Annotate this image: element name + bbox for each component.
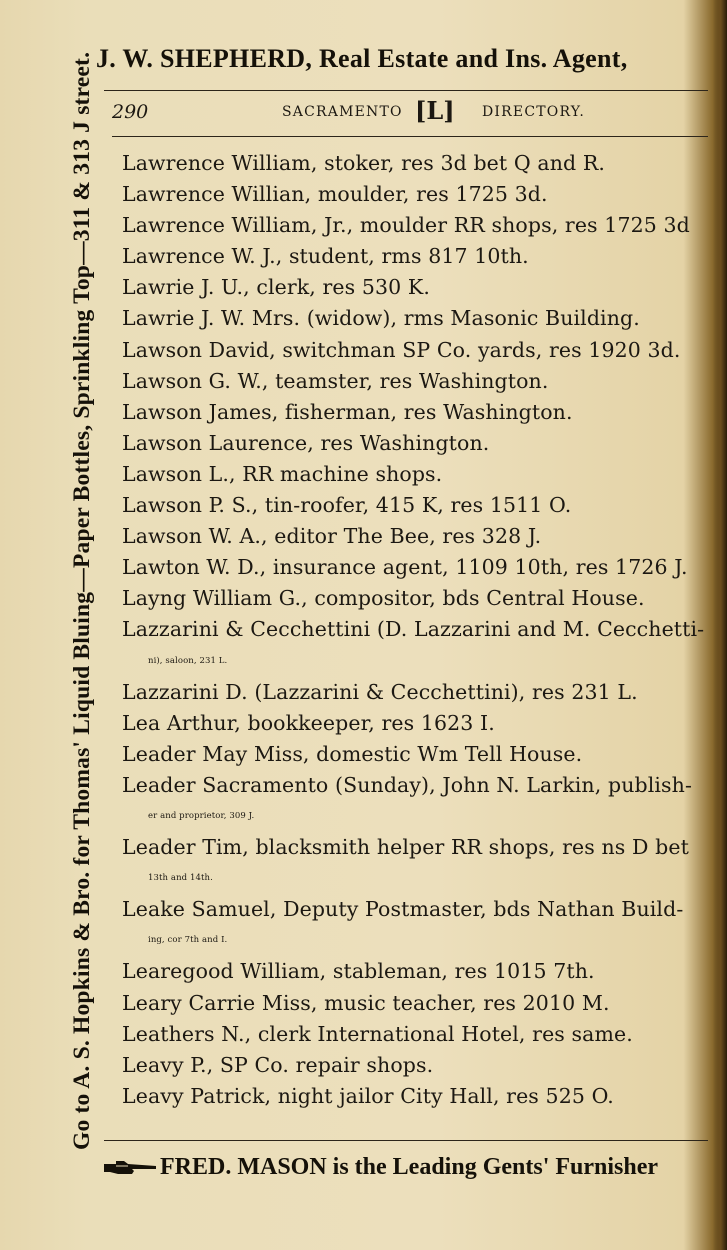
directory-entry: Lazzarini D. (Lazzarini & Cecchettini), res 231 L. — [122, 679, 638, 704]
directory-entry: Layng William G., compositor, bds Central House. — [122, 586, 645, 611]
directory-entry: Lawrie J. W. Mrs. (widow), rms Masonic Building. — [122, 306, 640, 331]
directory-entries — [122, 148, 710, 1112]
directory-entry: Lawson W. A., editor The Bee, res 328 J. — [122, 524, 542, 549]
directory-entry: Leavy P., SP Co. repair shops. — [122, 1052, 434, 1077]
directory-entry-continuation: ing, cor 7th and I. — [148, 935, 228, 946]
directory-entry: Lawson L., RR machine shops. — [122, 461, 443, 486]
bottom-ad-text: FRED. MASON is the Leading Gents' Furnisher — [160, 1154, 659, 1180]
directory-entry: Leader Sacramento (Sunday), John N. Larkin, publish- — [122, 772, 692, 797]
directory-entry: Leavy Patrick, night jailor City Hall, res 525 O. — [122, 1083, 614, 1108]
directory-entry: Lawson David, switchman SP Co. yards, res 1920 3d. — [122, 337, 681, 362]
header-directory: DIRECTORY. — [482, 104, 586, 120]
pointing-hand-icon — [102, 1159, 158, 1177]
directory-entry-continuation: ni), saloon, 231 L. — [148, 655, 228, 666]
directory-entry: Lea Arthur, bookkeeper, res 1623 I. — [122, 710, 495, 735]
running-header — [112, 96, 708, 130]
bottom-advertisement — [102, 1154, 712, 1181]
directory-entry: Leader Tim, blacksmith helper RR shops, res ns D bet — [122, 835, 689, 860]
directory-entry: Leary Carrie Miss, music teacher, res 2010 M. — [122, 990, 610, 1015]
directory-entry: Leathers N., clerk International Hotel, res same. — [122, 1021, 633, 1046]
directory-entry: Leake Samuel, Deputy Postmaster, bds Nathan Build- — [122, 897, 684, 922]
page-number: 290 — [112, 101, 149, 123]
directory-entry: Lawrence Willian, moulder, res 1725 3d. — [122, 182, 548, 207]
directory-entry: Lawrie J. U., clerk, res 530 K. — [122, 275, 430, 300]
directory-entry: Lazzarini & Cecchettini (D. Lazzarini and M. Cecchetti- — [122, 617, 705, 642]
top-rule — [104, 90, 708, 91]
header-rule — [112, 136, 708, 137]
directory-entry: Learegood William, stableman, res 1015 7th. — [122, 959, 595, 984]
directory-entry: Lawrence William, Jr., moulder RR shops, res 1725 3d — [122, 213, 690, 238]
top-advertisement: J. W. SHEPHERD, Real Estate and Ins. Agent, — [96, 44, 628, 73]
header-letter: [L] — [415, 96, 455, 125]
directory-entry: Lawson G. W., teamster, res Washington. — [122, 368, 549, 393]
side-advertisement: Go to A. S. Hopkins & Bro. for Thomas' Liquid Bluing—Paper Bottles, Sprinkling Top—311 & 313 J street. — [69, 51, 95, 1150]
directory-entry: Leader May Miss, domestic Wm Tell House. — [122, 741, 583, 766]
directory-entry-continuation: er and proprietor, 309 J. — [148, 810, 255, 821]
bottom-rule — [104, 1140, 708, 1141]
directory-entry: Lawrence William, stoker, res 3d bet Q and R. — [122, 151, 606, 175]
directory-entry: Lawson James, fisherman, res Washington. — [122, 399, 573, 424]
directory-entry: Lawton W. D., insurance agent, 1109 10th, res 1726 J. — [122, 555, 688, 580]
directory-entry: Lawson Laurence, res Washington. — [122, 430, 490, 455]
directory-entry: Lawson P. S., tin-roofer, 415 K, res 1511 O. — [122, 493, 572, 518]
page-edge-shadow — [713, 0, 727, 1250]
header-city: SACRAMENTO — [282, 104, 403, 120]
directory-entry: Lawrence W. J., student, rms 817 10th. — [122, 244, 529, 269]
directory-entry-continuation: 13th and 14th. — [148, 873, 213, 884]
